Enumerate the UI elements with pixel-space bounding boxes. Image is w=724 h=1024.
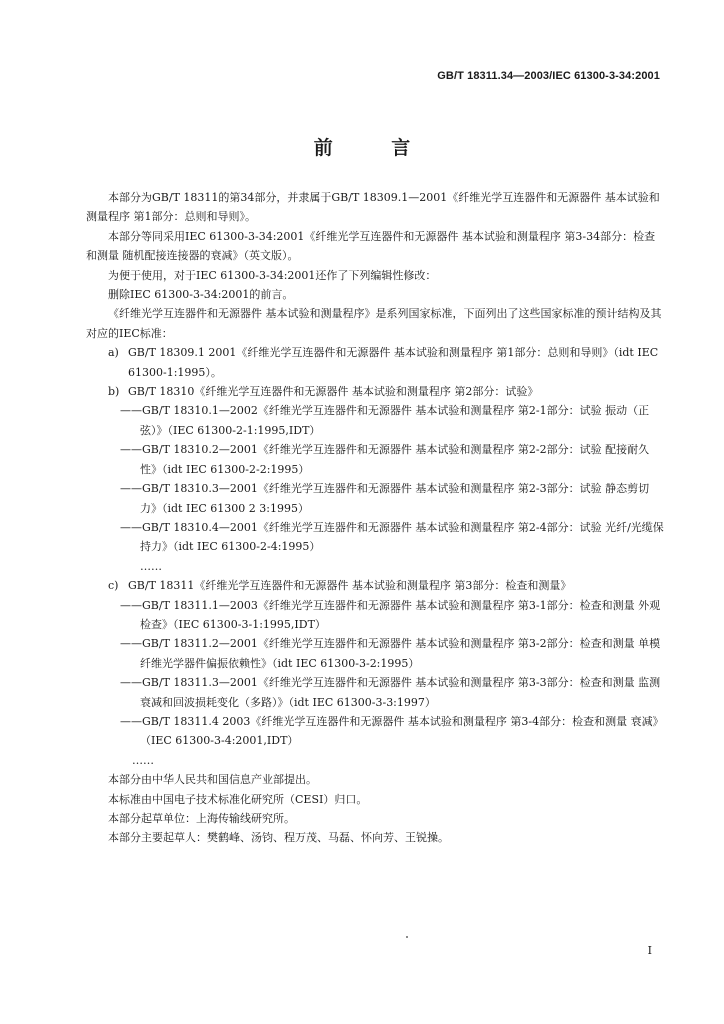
list-item-c <box>86 576 664 595</box>
list-label-b: b) <box>108 385 120 399</box>
sub-item-c2: ——GB/T 18311.2—2001《纤维光学互连器件和无源器件 基本试验和测量程序 第3-2部分：检查和测量 单模纤维光学器件偏振依赖性》（idt IEC 61300-3-2:1995） <box>120 637 661 670</box>
sub-item-b3: ——GB/T 18310.3—2001《纤维光学互连器件和无源器件 基本试验和测量程序 第2-3部分：试验 静态剪切力》（idt IEC 61300 2 3:1995） <box>120 482 650 515</box>
list-item-a <box>86 343 664 382</box>
list-label-c: c) <box>108 579 119 593</box>
sub-item-b1: ——GB/T 18310.1—2002《纤维光学互连器件和无源器件 基本试验和测量程序 第2-1部分：试验 振动（正弦）》（IEC 61300-2-1:1995,IDT） <box>120 404 650 437</box>
paragraph-scope: 本部分为GB/T 18311的第34部分，并隶属于GB/T 18309.1—2001《纤维光学互连器件和无源器件 基本试验和测量程序 第1部分：总则和导则》。 <box>86 191 660 224</box>
sub-item-b4: ——GB/T 18310.4—2001《纤维光学互连器件和无源器件 基本试验和测量程序 第2-4部分：试验 光纤/光缆保持力》（idt IEC 61300-2-4:1995） <box>120 520 664 554</box>
ellipsis-c: …… <box>132 753 154 767</box>
sub-item-c3: ——GB/T 18311.3—2001《纤维光学互连器件和无源器件 基本试验和测量程序 第3-3部分：检查和测量 监测衰减和回波损耗变化（多路）》（idt IEC 61300-3-3:1997） <box>120 676 661 709</box>
standard-code-header: GB/T 18311.34—2003/IEC 61300-3-34:2001 <box>437 70 660 82</box>
paragraph-edits-intro: 为便于使用，对于IEC 61300-3-34:2001还作了下列编辑性修改： <box>108 268 437 282</box>
page-title: 前 言 <box>313 137 437 159</box>
document-body <box>86 188 664 848</box>
list-item-b <box>86 382 664 401</box>
closing-administration: 本标准由中国电子技术标准化研究所（CESI）归口。 <box>108 792 368 806</box>
list-text-b: GB/T 18310《纤维光学互连器件和无源器件 基本试验和测量程序 第2部分：试验》 <box>128 385 539 399</box>
closing-proposer: 本部分由中华人民共和国信息产业部提出。 <box>108 773 317 787</box>
paragraph-edit-item: 删除IEC 61300-3-34:2001的前言。 <box>108 288 294 302</box>
list-text-a: GB/T 18309.1 2001《纤维光学互连器件和无源器件 基本试验和测量程序 第1部分：总则和导则》（idt IEC 61300-1:1995）。 <box>128 346 659 379</box>
scan-speck <box>406 936 408 938</box>
page-number: I <box>647 944 652 957</box>
sub-item-b2: ——GB/T 18310.2—2001《纤维光学互连器件和无源器件 基本试验和测量程序 第2-2部分：试验 配接耐久性》（idt IEC 61300-2-2:1995） <box>120 443 650 476</box>
paragraph-series-intro: 《纤维光学互连器件和无源器件 基本试验和测量程序》是系列国家标准，下面列出了这些国家标准的预计结构及其对应的IEC标准： <box>86 307 662 340</box>
list-text-c: GB/T 18311《纤维光学互连器件和无源器件 基本试验和测量程序 第3部分：检查和测量》 <box>128 579 572 593</box>
closing-drafters: 本部分主要起草人：樊鹤峰、汤钧、程万茂、马磊、怀向芳、王锐操。 <box>108 831 449 845</box>
sub-item-c4: ——GB/T 18311.4 2003《纤维光学互连器件和无源器件 基本试验和测量程序 第3-4部分：检查和测量 衰减》（IEC 61300-3-4:2001,IDT） <box>120 714 664 748</box>
sub-item-c1: ——GB/T 18311.1—2003《纤维光学互连器件和无源器件 基本试验和测量程序 第3-1部分：检查和测量 外观检查》（IEC 61300-3-1:1995,IDT） <box>120 598 661 631</box>
paragraph-adoption: 本部分等同采用IEC 61300-3-34:2001《纤维光学互连器件和无源器件 基本试验和测量程序 第3-34部分：检查和测量 随机配接连接器的衰减》（英文版）。 <box>86 229 656 263</box>
ellipsis-b: …… <box>140 559 162 573</box>
closing-drafting-unit: 本部分起草单位：上海传输线研究所。 <box>108 812 295 825</box>
list-label-a: a) <box>108 346 119 360</box>
